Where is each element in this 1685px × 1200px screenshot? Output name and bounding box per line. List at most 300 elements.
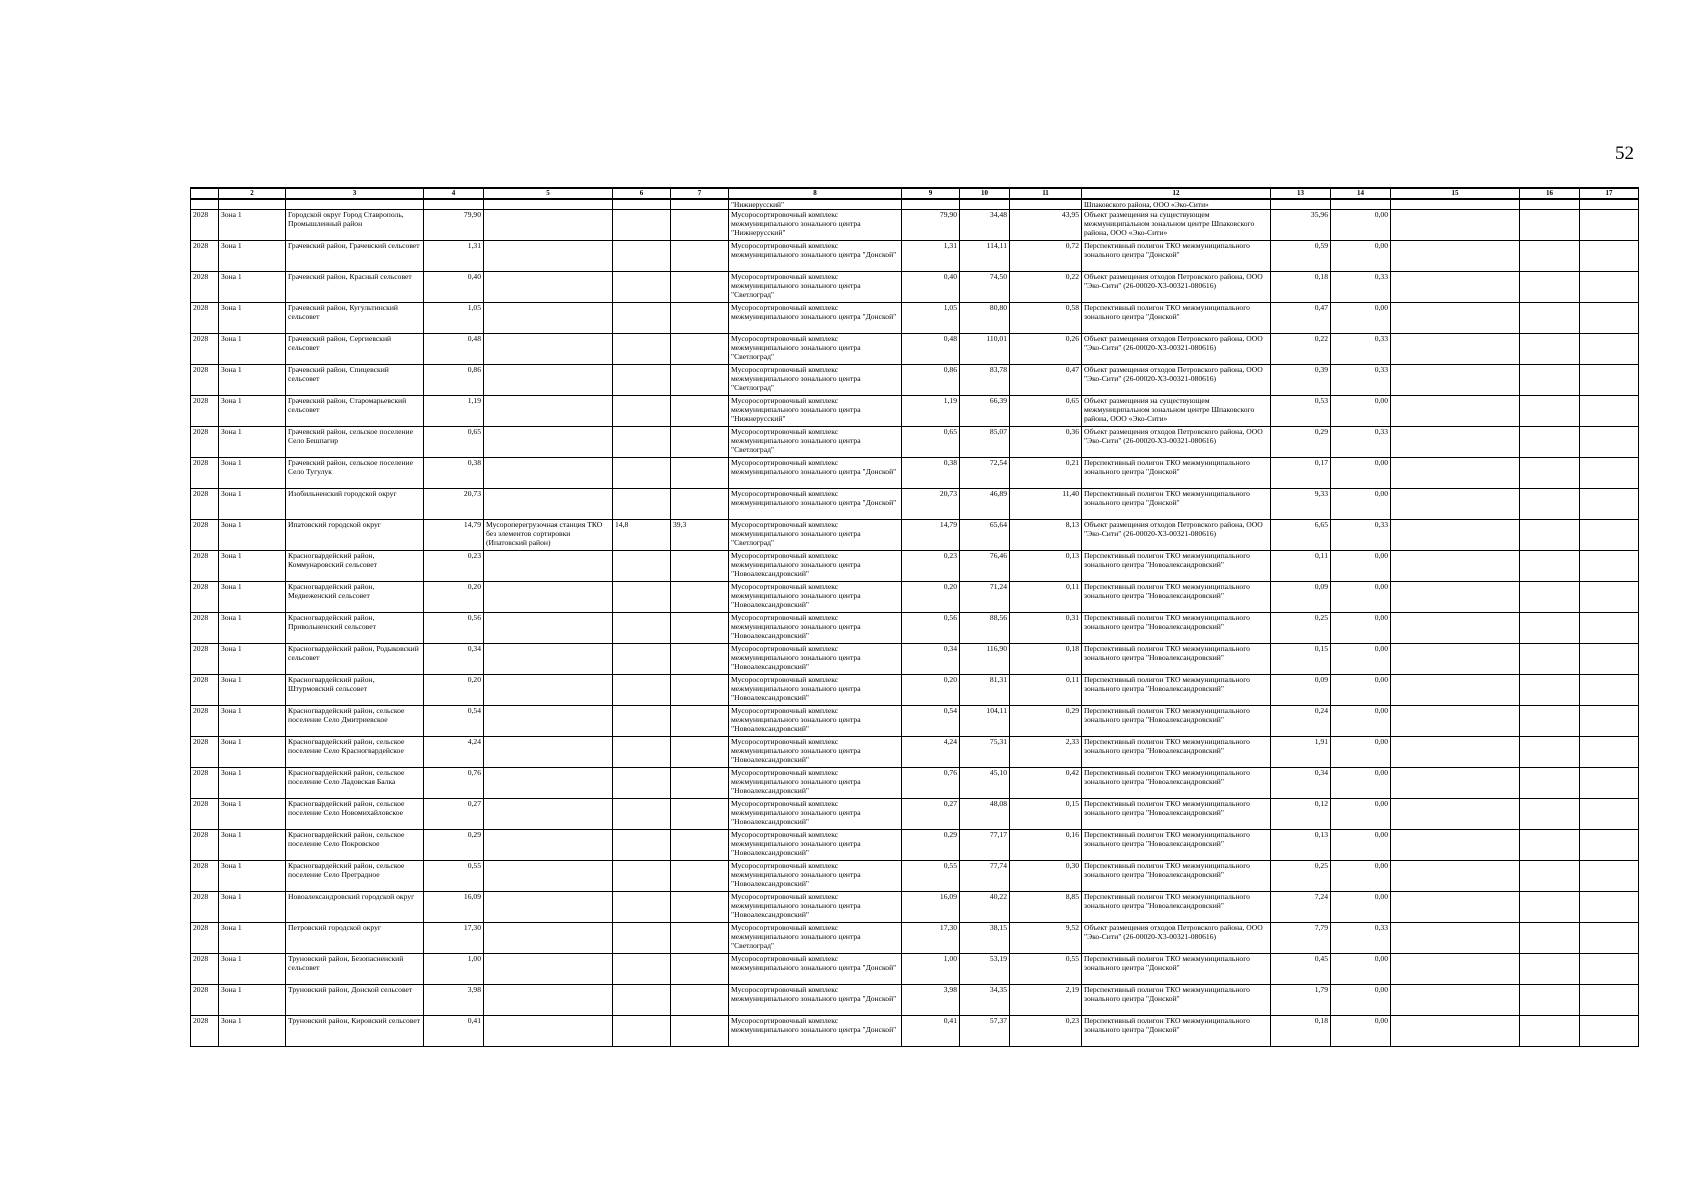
- table-row: [191, 303, 1639, 334]
- cell: [671, 199, 729, 210]
- cell-col-9: 0,54: [902, 706, 960, 737]
- cell-col-1: 2028: [191, 799, 219, 830]
- cell-col-2: Зона 1: [219, 613, 286, 644]
- cell-col-6: [613, 923, 671, 954]
- cell-col-11: 2,19: [1010, 985, 1082, 1016]
- cell-col-16: [1520, 985, 1580, 1016]
- cell-col-4: 4,24: [424, 737, 484, 768]
- cell-col-16: [1520, 675, 1580, 706]
- cell-col-15: [1391, 706, 1520, 737]
- cell-col-10: 34,48: [960, 210, 1010, 241]
- cell-col-7: [671, 892, 729, 923]
- cell-col-8: Мусоросортировочный комплекс межмуниципального зонального центра "Донской": [729, 954, 902, 985]
- cell-col-4: 1,00: [424, 954, 484, 985]
- cell-col-4: 0,76: [424, 768, 484, 799]
- cell-col-17: [1580, 675, 1639, 706]
- column-header-7: 8: [729, 188, 902, 199]
- cell-col-6: [613, 830, 671, 861]
- table-row: [191, 334, 1639, 365]
- cell-col-7: [671, 675, 729, 706]
- cell-col-4: 0,86: [424, 365, 484, 396]
- cell-col-9: 0,27: [902, 799, 960, 830]
- cell-col-3: Красногвардейский район, Медвеженский сельсовет: [286, 582, 424, 613]
- cell-col-13: 0,53: [1271, 396, 1331, 427]
- cell-col-4: 1,31: [424, 241, 484, 272]
- cell-col-12: Объект размещения отходов Петровского района, ООО "Эко-Сити" (26-00020-Х3-00321-080616): [1082, 365, 1271, 396]
- cell-col-12: Объект размещения отходов Петровского района, ООО "Эко-Сити" (26-00020-Х3-00321-080616): [1082, 520, 1271, 551]
- cell-col-16: [1520, 396, 1580, 427]
- cell-col-6: [613, 768, 671, 799]
- cell-col-8: Мусоросортировочный комплекс межмуниципального зонального центра "Донской": [729, 303, 902, 334]
- waste-flow-table: [190, 187, 1639, 1047]
- cell-col-9: 1,05: [902, 303, 960, 334]
- cell-col-17: [1580, 427, 1639, 458]
- cell-col-11: 0,31: [1010, 613, 1082, 644]
- cell-col-12: Перспективный полигон ТКО межмуниципального зонального центра "Новоалександровский": [1082, 892, 1271, 923]
- cell-col-10: 116,90: [960, 644, 1010, 675]
- cell-col-9: 0,29: [902, 830, 960, 861]
- cell-col-4: 0,20: [424, 582, 484, 613]
- cell-col-13: 0,12: [1271, 799, 1331, 830]
- cell-col-8: Мусоросортировочный комплекс межмуниципального зонального центра "Новоалександровский": [729, 799, 902, 830]
- cell-col-17: [1580, 210, 1639, 241]
- cell-col-5: [484, 892, 613, 923]
- cell-col-4: 0,20: [424, 675, 484, 706]
- cell-col-3: Труновский район, Донской сельсовет: [286, 985, 424, 1016]
- cell-col-1: 2028: [191, 210, 219, 241]
- table-row: [191, 706, 1639, 737]
- cell-col-12: Объект размещения отходов Петровского района, ООО "Эко-Сити" (26-00020-Х3-00321-080616): [1082, 334, 1271, 365]
- cell-col-9: 0,38: [902, 458, 960, 489]
- cell-col-10: 38,15: [960, 923, 1010, 954]
- data-table-wrapper: [190, 187, 1638, 1047]
- cell-col-16: [1520, 489, 1580, 520]
- cell-col-16: [1520, 954, 1580, 985]
- cell-col-11: 0,29: [1010, 706, 1082, 737]
- cell-col-1: 2028: [191, 303, 219, 334]
- cell-col-5: [484, 365, 613, 396]
- cell-col-7: [671, 272, 729, 303]
- cell-col-10: 110,01: [960, 334, 1010, 365]
- cell-col-9: 3,98: [902, 985, 960, 1016]
- cell-col-1: 2028: [191, 1016, 219, 1047]
- cell-col-2: Зона 1: [219, 675, 286, 706]
- cell-col-3: Городской округ Город Ставрополь, Промышленный район: [286, 210, 424, 241]
- cell-col-10: 72,54: [960, 458, 1010, 489]
- cell-col-14: 0,33: [1331, 520, 1391, 551]
- cell-col-14: 0,00: [1331, 489, 1391, 520]
- cell-col-8: Мусоросортировочный комплекс межмуниципального зонального центра "Светлоград": [729, 365, 902, 396]
- cell-col-10: 45,10: [960, 768, 1010, 799]
- continuation-row: [191, 199, 1639, 210]
- cell-col-17: [1580, 892, 1639, 923]
- cell-col-4: 14,79: [424, 520, 484, 551]
- cell-col-9: 0,41: [902, 1016, 960, 1047]
- table-row: [191, 830, 1639, 861]
- cell-col-6: [613, 365, 671, 396]
- cell-col-1: 2028: [191, 923, 219, 954]
- cell-col-11: 8,85: [1010, 892, 1082, 923]
- cell-col-16: [1520, 520, 1580, 551]
- cell-col-6: [613, 706, 671, 737]
- cell-col-3: Ипатовский городской округ: [286, 520, 424, 551]
- cell-col-10: 114,11: [960, 241, 1010, 272]
- cell-col-11: 0,11: [1010, 582, 1082, 613]
- cell-col-15: [1391, 799, 1520, 830]
- cell-col-13: 0,11: [1271, 551, 1331, 582]
- cell-col-3: Грачевский район, Спицевский сельсовет: [286, 365, 424, 396]
- cell-col-1: 2028: [191, 985, 219, 1016]
- cell-col-14: 0,00: [1331, 799, 1391, 830]
- cell-col-17: [1580, 706, 1639, 737]
- cell-col-13: 0,18: [1271, 272, 1331, 303]
- cell-col-6: [613, 303, 671, 334]
- cell-col-9: 0,40: [902, 272, 960, 303]
- cell-col-11: 0,15: [1010, 799, 1082, 830]
- cell-col-4: 1,19: [424, 396, 484, 427]
- cell-col-5: [484, 861, 613, 892]
- cell-col-4: 0,40: [424, 272, 484, 303]
- cell-col-10: 66,39: [960, 396, 1010, 427]
- cell-col-13: 0,15: [1271, 644, 1331, 675]
- cell-col-10: 81,31: [960, 675, 1010, 706]
- cell-col-5: [484, 799, 613, 830]
- cell-col-10: 75,31: [960, 737, 1010, 768]
- cell-col-5: [484, 923, 613, 954]
- cell-col-17: [1580, 489, 1639, 520]
- cell-col-1: 2028: [191, 830, 219, 861]
- table-row: [191, 1016, 1639, 1047]
- cell-col-4: 0,54: [424, 706, 484, 737]
- cell-col-12: Перспективный полигон ТКО межмуниципального зонального центра "Донской": [1082, 1016, 1271, 1047]
- cell-col-14: 0,00: [1331, 582, 1391, 613]
- cell-col-17: [1580, 644, 1639, 675]
- cell-col-16: [1520, 706, 1580, 737]
- cell-col-5: [484, 830, 613, 861]
- cell-col-3: Красногвардейский район, сельское поселение Село Покровское: [286, 830, 424, 861]
- cell-col-10: 76,46: [960, 551, 1010, 582]
- cell-col-8: Мусоросортировочный комплекс межмуниципального зонального центра "Новоалександровский": [729, 675, 902, 706]
- cell-col-4: 0,29: [424, 830, 484, 861]
- table-row: [191, 923, 1639, 954]
- cell-col-8: Мусоросортировочный комплекс межмуниципального зонального центра "Донской": [729, 458, 902, 489]
- cell-col-13: 1,91: [1271, 737, 1331, 768]
- cell-col-2: Зона 1: [219, 241, 286, 272]
- cell-col-5: [484, 985, 613, 1016]
- table-row: [191, 799, 1639, 830]
- cell-col-13: 0,39: [1271, 365, 1331, 396]
- cell-col-17: [1580, 582, 1639, 613]
- cell-col-5: Мусороперегрузочная станция ТКО без элементов сортировки (Ипатовский район): [484, 520, 613, 551]
- cell-col-10: 71,24: [960, 582, 1010, 613]
- cell-col-1: 2028: [191, 861, 219, 892]
- cell-col-11: 0,26: [1010, 334, 1082, 365]
- cell-col-14: 0,00: [1331, 737, 1391, 768]
- cell-col-15: [1391, 303, 1520, 334]
- cell-col-6: 14,8: [613, 520, 671, 551]
- cell-col-13: 7,24: [1271, 892, 1331, 923]
- cell-col-15: [1391, 923, 1520, 954]
- cell-col-4: 16,09: [424, 892, 484, 923]
- column-header-13: 14: [1331, 188, 1391, 199]
- cell-col-9: 1,00: [902, 954, 960, 985]
- cell-col-7: [671, 1016, 729, 1047]
- cell-col-12: Объект размещения отходов Петровского района, ООО "Эко-Сити" (26-00020-Х3-00321-080616): [1082, 923, 1271, 954]
- cell-col-3: Красногвардейский район, Штурмовский сельсовет: [286, 675, 424, 706]
- cell-col-8: Мусоросортировочный комплекс межмуниципального зонального центра "Новоалександровский": [729, 551, 902, 582]
- column-header-14: 15: [1391, 188, 1520, 199]
- cell-col-5: [484, 675, 613, 706]
- cell-col-1: 2028: [191, 334, 219, 365]
- cell-col-15: [1391, 954, 1520, 985]
- cell-col-8: Мусоросортировочный комплекс межмуниципального зонального центра "Светлоград": [729, 427, 902, 458]
- cell-col-16: [1520, 551, 1580, 582]
- cell-col-16: [1520, 334, 1580, 365]
- cell-col-3: Красногвардейский район, сельское поселение Село Красногвардейское: [286, 737, 424, 768]
- column-header-5: 6: [613, 188, 671, 199]
- cell-col-8: Мусоросортировочный комплекс межмуниципального зонального центра "Донской": [729, 489, 902, 520]
- cell-col-1: 2028: [191, 613, 219, 644]
- cell-col-3: Грачевский район, Красный сельсовет: [286, 272, 424, 303]
- cell-col-3: Грачевский район, сельское поселение Село Бешпагир: [286, 427, 424, 458]
- table-row: [191, 737, 1639, 768]
- cell-col-2: Зона 1: [219, 272, 286, 303]
- cell-col-2: Зона 1: [219, 954, 286, 985]
- cell-col-9: 17,30: [902, 923, 960, 954]
- cell-col-3: Красногвардейский район, сельское поселение Село Преградное: [286, 861, 424, 892]
- cell-col-11: 0,65: [1010, 396, 1082, 427]
- cell-col-7: [671, 644, 729, 675]
- column-header-0: [191, 188, 219, 199]
- cell-col-17: [1580, 334, 1639, 365]
- cell-col-4: 0,55: [424, 861, 484, 892]
- cell-col-11: 0,47: [1010, 365, 1082, 396]
- cell-col-8: Мусоросортировочный комплекс межмуниципального зонального центра "Новоалександровский": [729, 706, 902, 737]
- cell-col-12: Перспективный полигон ТКО межмуниципального зонального центра "Донской": [1082, 954, 1271, 985]
- cell-col-15: [1391, 272, 1520, 303]
- cell-col-12: Перспективный полигон ТКО межмуниципального зонального центра "Донской": [1082, 303, 1271, 334]
- cell-col-12: Объект размещения отходов Петровского района, ООО "Эко-Сити" (26-00020-Х3-00321-080616): [1082, 427, 1271, 458]
- cell-col-17: [1580, 985, 1639, 1016]
- cell-col-16: [1520, 1016, 1580, 1047]
- cell-col-11: 0,22: [1010, 272, 1082, 303]
- cell-col-7: [671, 582, 729, 613]
- cell-col-6: [613, 489, 671, 520]
- cell-col-7: [671, 210, 729, 241]
- cell-col-14: 0,00: [1331, 644, 1391, 675]
- cell-col-8: Мусоросортировочный комплекс межмуниципального зонального центра "Новоалександровский": [729, 830, 902, 861]
- cell-col-12: Перспективный полигон ТКО межмуниципального зонального центра "Донской": [1082, 241, 1271, 272]
- cell-col-11: 0,72: [1010, 241, 1082, 272]
- cell-col-6: [613, 427, 671, 458]
- cell-col-15: [1391, 365, 1520, 396]
- table-row: [191, 241, 1639, 272]
- cell-col-15: [1391, 892, 1520, 923]
- cell-col-11: 0,21: [1010, 458, 1082, 489]
- cell-col-2: Зона 1: [219, 892, 286, 923]
- cell-col-6: [613, 241, 671, 272]
- cell-col-17: [1580, 1016, 1639, 1047]
- column-header-1: 2: [219, 188, 286, 199]
- cell-col-13: 0,18: [1271, 1016, 1331, 1047]
- cell-col-12: Перспективный полигон ТКО межмуниципального зонального центра "Новоалександровский": [1082, 644, 1271, 675]
- cell-col-3: Грачевский район, Грачевский сельсовет: [286, 241, 424, 272]
- cell-col-15: [1391, 830, 1520, 861]
- cell-col-5: [484, 613, 613, 644]
- cell-col-14: 0,33: [1331, 427, 1391, 458]
- cell-col-1: 2028: [191, 520, 219, 551]
- cell-col-12: Перспективный полигон ТКО межмуниципального зонального центра "Новоалександровский": [1082, 551, 1271, 582]
- cell-col-6: [613, 334, 671, 365]
- cell-col-1: 2028: [191, 458, 219, 489]
- cell-col-17: [1580, 923, 1639, 954]
- cell: [219, 199, 286, 210]
- cell: [484, 199, 613, 210]
- cell-col-6: [613, 861, 671, 892]
- cell-col-9: 0,56: [902, 613, 960, 644]
- table-row: [191, 272, 1639, 303]
- cell-col-16: [1520, 582, 1580, 613]
- cell-col-7: [671, 985, 729, 1016]
- cell-col-2: Зона 1: [219, 551, 286, 582]
- cell-col-16: [1520, 458, 1580, 489]
- cell-col-5: [484, 303, 613, 334]
- cell-col-4: 0,56: [424, 613, 484, 644]
- cell-col-11: 43,95: [1010, 210, 1082, 241]
- cell-col-2: Зона 1: [219, 768, 286, 799]
- column-header-10: 11: [1010, 188, 1082, 199]
- cell-col-6: [613, 675, 671, 706]
- column-header-11: 12: [1082, 188, 1271, 199]
- cell-col-12: Перспективный полигон ТКО межмуниципального зонального центра "Новоалександровский": [1082, 706, 1271, 737]
- cell-col-14: 0,00: [1331, 675, 1391, 706]
- cell-col-16: [1520, 768, 1580, 799]
- cell-col-9: 0,48: [902, 334, 960, 365]
- cell-col-15: [1391, 396, 1520, 427]
- cell-col-3: Грачевский район, Сергиевский сельсовет: [286, 334, 424, 365]
- cell-col-14: 0,00: [1331, 768, 1391, 799]
- cell-col-11: 0,23: [1010, 1016, 1082, 1047]
- cell-col-12: Перспективный полигон ТКО межмуниципального зонального центра "Новоалександровский": [1082, 830, 1271, 861]
- cell-col-7: [671, 303, 729, 334]
- cell-col-14: 0,00: [1331, 706, 1391, 737]
- cell-col-11: 0,58: [1010, 303, 1082, 334]
- cell-col-10: 65,64: [960, 520, 1010, 551]
- cell-col-11: 0,30: [1010, 861, 1082, 892]
- cell: [902, 199, 960, 210]
- cell-col-17: [1580, 396, 1639, 427]
- table-row: [191, 489, 1639, 520]
- cell-col-15: [1391, 985, 1520, 1016]
- cell-col-12: Перспективный полигон ТКО межмуниципального зонального центра "Новоалександровский": [1082, 613, 1271, 644]
- cell-col-2: Зона 1: [219, 861, 286, 892]
- cell-col-3: Петровский городской округ: [286, 923, 424, 954]
- cell-col-11: 11,40: [1010, 489, 1082, 520]
- cell-col-10: 46,89: [960, 489, 1010, 520]
- cell-col-6: [613, 985, 671, 1016]
- cell-col-13: 35,96: [1271, 210, 1331, 241]
- cell-col-15: [1391, 210, 1520, 241]
- cell-col-1: 2028: [191, 489, 219, 520]
- cell-col-2: Зона 1: [219, 396, 286, 427]
- cell-col-16: [1520, 830, 1580, 861]
- cell-col-12: Перспективный полигон ТКО межмуниципального зонального центра "Новоалександровский": [1082, 799, 1271, 830]
- cell-col-1: 2028: [191, 365, 219, 396]
- cell-col-7: [671, 706, 729, 737]
- cell-col-4: 0,38: [424, 458, 484, 489]
- cell-col-12: Перспективный полигон ТКО межмуниципального зонального центра "Новоалександровский": [1082, 861, 1271, 892]
- cell-col-3: Грачевский район, Старомарьевский сельсовет: [286, 396, 424, 427]
- cell-col-11: 0,18: [1010, 644, 1082, 675]
- cell-col-5: [484, 737, 613, 768]
- column-header-2: 3: [286, 188, 424, 199]
- cell-col-5: [484, 582, 613, 613]
- cell-col-7: [671, 737, 729, 768]
- cell-col-13: 6,65: [1271, 520, 1331, 551]
- cell-col-6: [613, 210, 671, 241]
- cell-col-5: [484, 272, 613, 303]
- cell-col-16: [1520, 427, 1580, 458]
- cell-col-2: Зона 1: [219, 334, 286, 365]
- cell-col-3: Красногвардейский район, Родыковский сельсовет: [286, 644, 424, 675]
- cell-col-14: 0,33: [1331, 923, 1391, 954]
- cell-col-3: Грачевский район, Кугультинский сельсовет: [286, 303, 424, 334]
- cell-col-12: Объект размещения на существующем межмуниципальном зональном центре Шпаковского района, ООО «Эко-Сити»: [1082, 210, 1271, 241]
- cell-col-6: [613, 551, 671, 582]
- cell-col-9: 0,76: [902, 768, 960, 799]
- cell-col-16: [1520, 613, 1580, 644]
- cell-col-14: 0,00: [1331, 892, 1391, 923]
- cell-col-8: Мусоросортировочный комплекс межмуниципального зонального центра "Донской": [729, 985, 902, 1016]
- table-row: [191, 768, 1639, 799]
- cell-col-13: 0,24: [1271, 706, 1331, 737]
- cell-col-10: 80,80: [960, 303, 1010, 334]
- cell-col-13: 0,09: [1271, 675, 1331, 706]
- cell-col-2: Зона 1: [219, 1016, 286, 1047]
- cell-col-6: [613, 1016, 671, 1047]
- cell-col-5: [484, 458, 613, 489]
- cell-col-12: Перспективный полигон ТКО межмуниципального зонального центра "Донской": [1082, 489, 1271, 520]
- cell-col-13: 0,13: [1271, 830, 1331, 861]
- cell-col-10: 57,37: [960, 1016, 1010, 1047]
- cell-col-8: Мусоросортировочный комплекс межмуниципального зонального центра "Светлоград": [729, 334, 902, 365]
- cell-col-2: Зона 1: [219, 489, 286, 520]
- cell-col-8: Мусоросортировочный комплекс межмуниципального зонального центра "Нижнерусский": [729, 396, 902, 427]
- cell-col-3: Труновский район, Кировский сельсовет: [286, 1016, 424, 1047]
- cell-col-12: Объект размещения на существующем межмуниципальном зональном центре Шпаковского района, ООО «Эко-Сити»: [1082, 396, 1271, 427]
- cell-col-1: 2028: [191, 768, 219, 799]
- table-row: [191, 458, 1639, 489]
- cell: [286, 199, 424, 210]
- cell-col-13: 1,79: [1271, 985, 1331, 1016]
- cell-col-15: [1391, 241, 1520, 272]
- cell-col-2: Зона 1: [219, 365, 286, 396]
- cell-col-2: Зона 1: [219, 923, 286, 954]
- cell-col-7: 39,3: [671, 520, 729, 551]
- cell-col-17: [1580, 365, 1639, 396]
- cell-col-16: [1520, 861, 1580, 892]
- cell-col-5: [484, 489, 613, 520]
- cell-col-2: Зона 1: [219, 458, 286, 489]
- cell-col-3: Красногвардейский район, Привольненский сельсовет: [286, 613, 424, 644]
- cell-col-5: [484, 551, 613, 582]
- cell-col-13: 0,09: [1271, 582, 1331, 613]
- cell-col-8: Мусоросортировочный комплекс межмуниципального зонального центра "Светлоград": [729, 272, 902, 303]
- cell-col-15: [1391, 458, 1520, 489]
- cell-col-14: 0,00: [1331, 396, 1391, 427]
- cell-col-1: 2028: [191, 892, 219, 923]
- cell-col-13: 0,22: [1271, 334, 1331, 365]
